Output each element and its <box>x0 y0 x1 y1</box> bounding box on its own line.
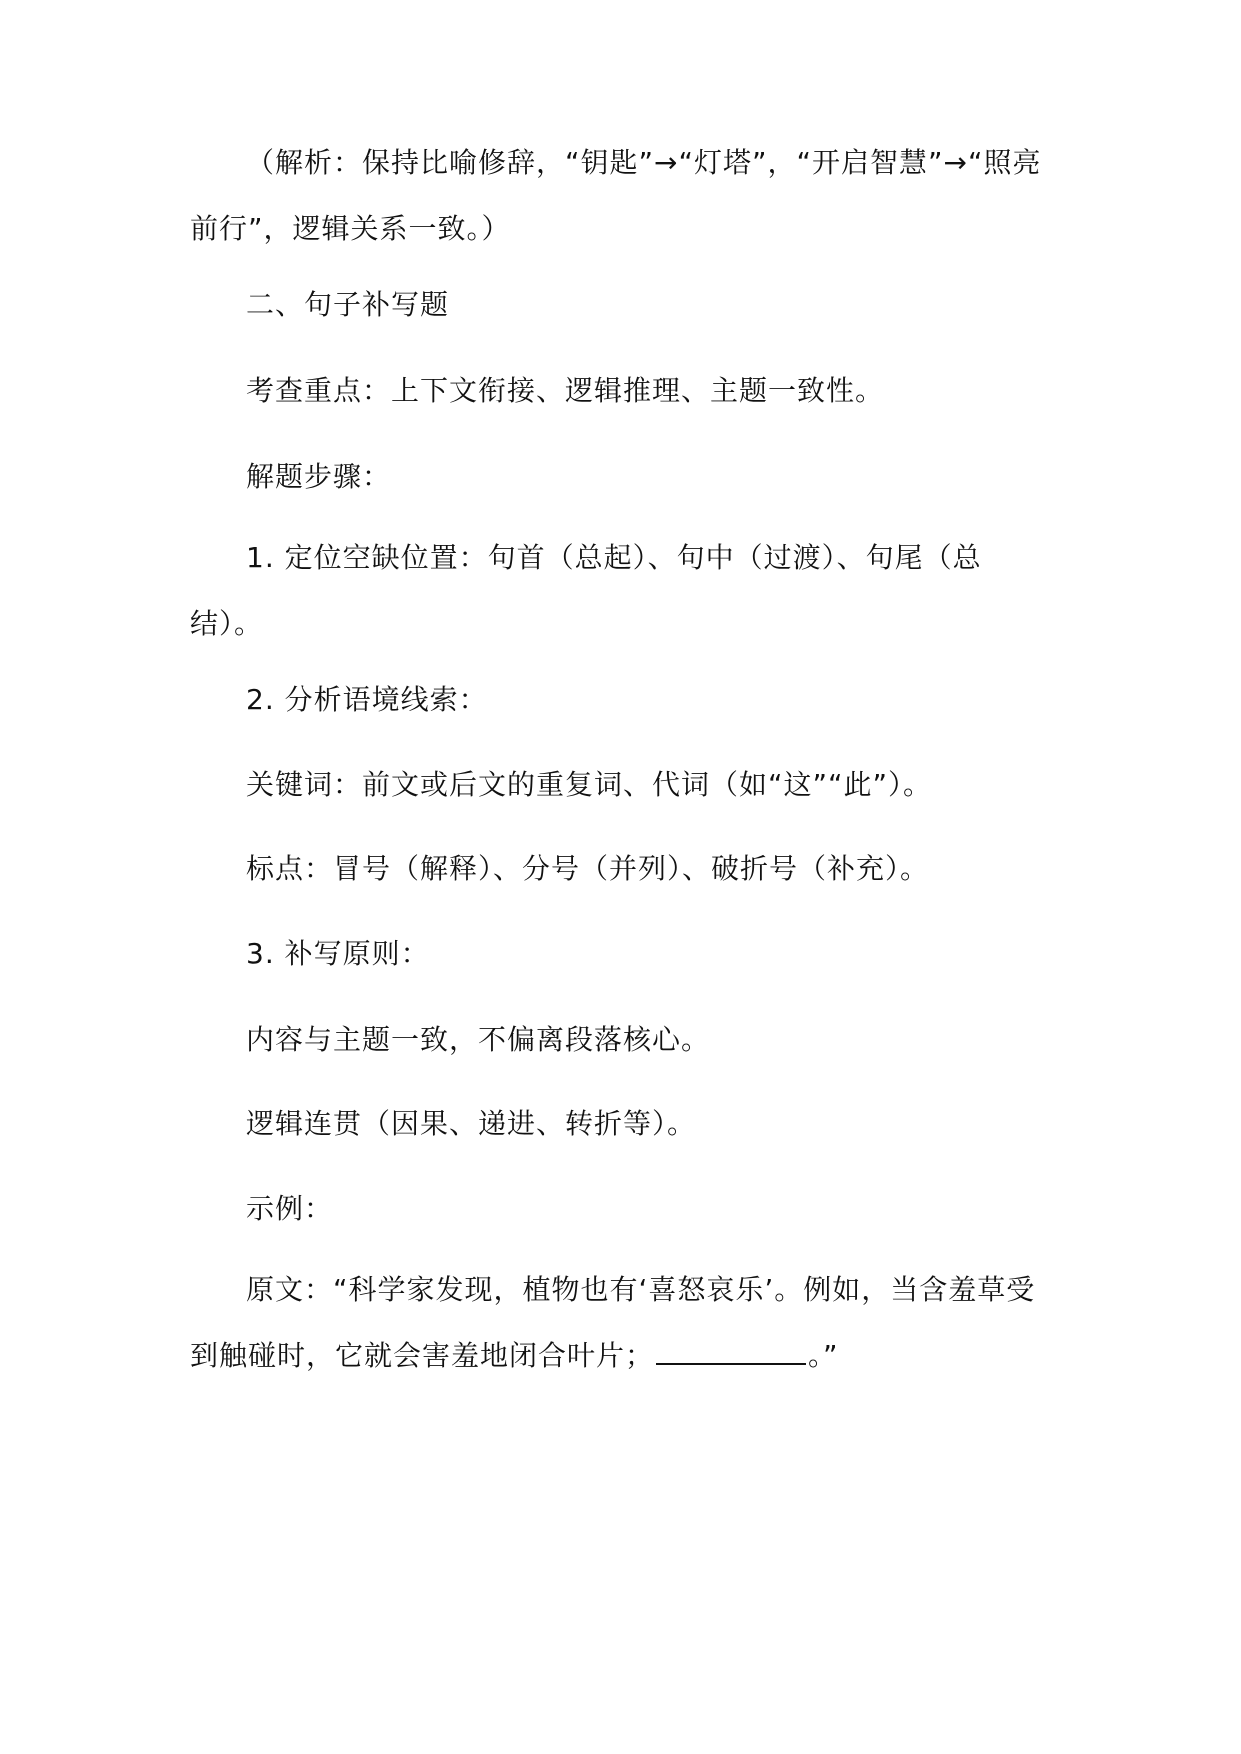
step-1: 1. 定位空缺位置：句首（总起）、句中（过渡）、句尾（总结）。 <box>190 541 982 640</box>
principle-2: 逻辑连贯（因果、递进、转折等）。 <box>246 1107 697 1140</box>
focus-paragraph: 考查重点：上下文衔接、逻辑推理、主题一致性。 <box>246 374 885 407</box>
steps-heading: 解题步骤： <box>246 460 392 493</box>
analysis-note: （解析：保持比喻修辞，“钥匙”→“灯塔”，“开启智慧”→“照亮前行”，逻辑关系一致。） <box>190 146 1042 245</box>
punctuation-line: 标点：冒号（解释）、分号（并列）、破折号（补充）。 <box>246 852 930 885</box>
example-paragraph <box>190 1257 1052 1389</box>
step-2: 2. 分析语境线索： <box>246 683 488 716</box>
principle-1: 内容与主题一致，不偏离段落核心。 <box>246 1023 711 1056</box>
example-text-before: 原文：“科学家发现，植物也有‘喜怒哀乐’。例如，当含羞草受到触碰时，它就会害羞地闭合叶片； <box>190 1273 1036 1372</box>
fill-in-blank <box>656 1335 806 1365</box>
example-heading: 示例： <box>246 1192 334 1225</box>
step-3: 3. 补写原则： <box>246 937 430 970</box>
example-text-after: 。” <box>808 1339 839 1372</box>
keywords-line: 关键词：前文或后文的重复词、代词（如“这”“此”）。 <box>246 768 933 801</box>
section-title: 二、句子补写题 <box>246 288 450 321</box>
